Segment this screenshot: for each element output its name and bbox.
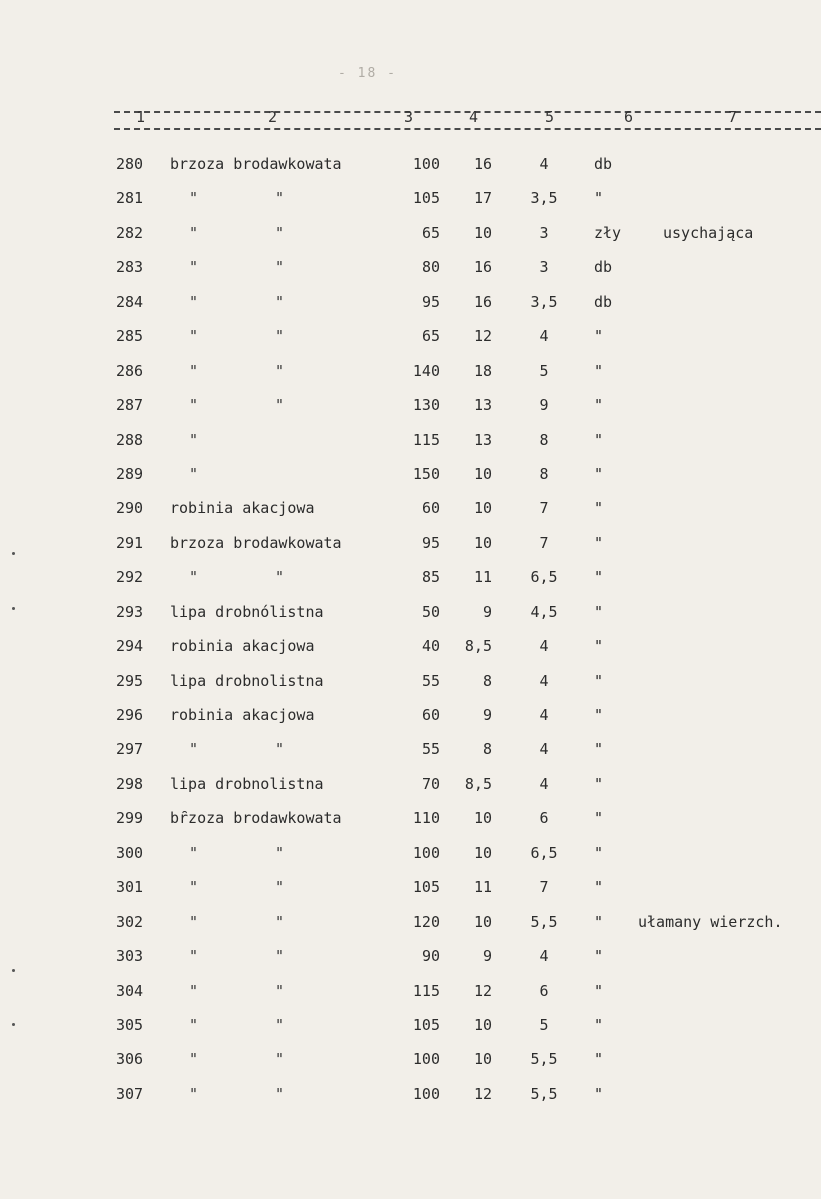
column-3-value: 85 [421,568,440,586]
column-6-value: " [594,1050,604,1068]
column-5-value: 4 [539,155,549,173]
column-4-value: 10 [473,224,492,242]
tree-number: 286 [116,362,144,380]
column-5-value: 5,5 [530,1050,558,1068]
table-row [0,740,821,760]
column-3-value: 140 [412,362,440,380]
tree-number: 300 [116,844,144,862]
tree-number: 294 [116,637,144,655]
table-row [0,327,821,347]
column-4-value: 16 [473,293,492,311]
ditto-mark: " [275,362,285,380]
table-row [0,155,821,175]
table-row [0,396,821,416]
ditto-mark: " [275,1085,285,1103]
column-5-value: 4,5 [530,603,558,621]
column-4-value: 17 [473,189,492,207]
page-number: - 18 - [338,66,397,81]
column-6-value: " [594,947,604,965]
ditto-mark: " [189,327,199,345]
column-3-value: 55 [421,672,440,690]
table-row [0,809,821,829]
tree-number: 306 [116,1050,144,1068]
column-5-value: 8 [539,465,549,483]
column-4-value: 12 [473,1085,492,1103]
column-4-value: 18 [473,362,492,380]
column-4-value: 11 [473,878,492,896]
column-6-value: " [594,913,604,931]
tree-number: 295 [116,672,144,690]
column-5-value: 4 [539,327,549,345]
ditto-mark: " [189,1085,199,1103]
table-row [0,878,821,898]
column-header-1: 1 [136,108,146,126]
column-3-value: 100 [412,844,440,862]
tree-number: 290 [116,499,144,517]
tree-number: 289 [116,465,144,483]
table-row [0,637,821,657]
tree-number: 302 [116,913,144,931]
column-header-4: 4 [469,108,479,126]
header-rule-top [114,111,821,113]
column-5-value: 7 [539,878,549,896]
margin-mark [12,607,15,610]
species-name: robinia akacjowa [170,637,315,655]
column-6-value: " [594,672,604,690]
table-row [0,224,821,244]
species-name: lipa drobnolistna [170,672,324,690]
column-6-value: " [594,982,604,1000]
ditto-mark: " [189,740,199,758]
column-6-value: " [594,844,604,862]
ditto-mark: " [275,844,285,862]
column-5-value: 4 [539,740,549,758]
column-4-value: 12 [473,982,492,1000]
column-4-value: 10 [473,465,492,483]
column-5-value: 5 [539,1016,549,1034]
margin-mark [12,552,15,555]
ditto-mark: " [275,189,285,207]
tree-number: 281 [116,189,144,207]
table-row [0,672,821,692]
table-row [0,465,821,485]
column-5-value: 4 [539,775,549,793]
column-4-value: 9 [482,603,492,621]
ditto-mark: " [189,431,199,449]
species-name: bȓzoza brodawkowata [170,809,342,827]
table-row [0,1050,821,1070]
table-row [0,534,821,554]
column-3-value: 50 [421,603,440,621]
column-6-value: db [594,258,613,276]
species-name: robinia akacjowa [170,706,315,724]
column-6-value: " [594,499,604,517]
table-row [0,947,821,967]
column-3-value: 115 [412,431,440,449]
column-3-value: 70 [421,775,440,793]
column-5-value: 5,5 [530,913,558,931]
column-4-value: 10 [473,499,492,517]
column-6-value: " [594,878,604,896]
column-5-value: 4 [539,637,549,655]
tree-number: 293 [116,603,144,621]
column-6-value: " [594,396,604,414]
ditto-mark: " [189,1016,199,1034]
ditto-mark: " [275,947,285,965]
tree-number: 282 [116,224,144,242]
table-row [0,706,821,726]
column-header-5: 5 [545,108,555,126]
column-4-value: 10 [473,844,492,862]
column-3-value: 40 [421,637,440,655]
ditto-mark: " [275,878,285,896]
column-5-value: 4 [539,706,549,724]
column-6-value: " [594,603,604,621]
column-4-value: 9 [482,706,492,724]
column-4-value: 8 [482,740,492,758]
column-5-value: 3 [539,224,549,242]
column-6-value: " [594,534,604,552]
column-3-value: 105 [412,878,440,896]
ditto-mark: " [275,258,285,276]
tree-number: 297 [116,740,144,758]
column-4-value: 8,5 [464,775,492,793]
column-5-value: 5 [539,362,549,380]
column-5-value: 6,5 [530,844,558,862]
species-name: lipa drobnólistna [170,603,324,621]
table-row [0,189,821,209]
column-3-value: 60 [421,499,440,517]
table-row [0,568,821,588]
column-5-value: 7 [539,534,549,552]
column-5-value: 5,5 [530,1085,558,1103]
ditto-mark: " [275,224,285,242]
column-6-value: " [594,431,604,449]
species-name: brzoza brodawkowata [170,155,342,173]
table-row [0,431,821,451]
column-6-value: " [594,809,604,827]
column-4-value: 12 [473,327,492,345]
column-6-value: " [594,1016,604,1034]
column-3-value: 130 [412,396,440,414]
header-rule-bottom [114,128,821,130]
column-6-value: zły [594,224,622,242]
column-5-value: 9 [539,396,549,414]
column-5-value: 4 [539,672,549,690]
column-3-value: 100 [412,1085,440,1103]
column-7-remark: ułamany wierzch. [638,913,783,931]
column-4-value: 16 [473,155,492,173]
ditto-mark: " [189,844,199,862]
column-3-value: 95 [421,293,440,311]
column-header-2: 2 [268,108,278,126]
table-row [0,499,821,519]
column-6-value: " [594,637,604,655]
species-name: robinia akacjowa [170,499,315,517]
column-3-value: 65 [421,224,440,242]
ditto-mark: " [275,913,285,931]
tree-number: 287 [116,396,144,414]
column-5-value: 8 [539,431,549,449]
column-4-value: 13 [473,431,492,449]
column-6-value: " [594,706,604,724]
ditto-mark: " [189,982,199,1000]
column-4-value: 10 [473,809,492,827]
column-3-value: 90 [421,947,440,965]
column-3-value: 55 [421,740,440,758]
ditto-mark: " [189,189,199,207]
table-row [0,603,821,623]
tree-number: 299 [116,809,144,827]
tree-number: 298 [116,775,144,793]
ditto-mark: " [275,982,285,1000]
ditto-mark: " [189,1050,199,1068]
column-3-value: 105 [412,189,440,207]
column-3-value: 80 [421,258,440,276]
column-4-value: 8,5 [464,637,492,655]
margin-mark [12,1023,15,1026]
column-6-value: " [594,327,604,345]
tree-number: 292 [116,568,144,586]
ditto-mark: " [275,1016,285,1034]
ditto-mark: " [189,224,199,242]
column-4-value: 10 [473,913,492,931]
margin-mark [12,969,15,972]
column-4-value: 10 [473,534,492,552]
column-4-value: 10 [473,1016,492,1034]
ditto-mark: " [189,913,199,931]
column-3-value: 95 [421,534,440,552]
tree-number: 284 [116,293,144,311]
ditto-mark: " [275,327,285,345]
column-3-value: 100 [412,155,440,173]
ditto-mark: " [189,258,199,276]
tree-number: 301 [116,878,144,896]
tree-number: 303 [116,947,144,965]
ditto-mark: " [275,293,285,311]
tree-number: 285 [116,327,144,345]
species-name: brzoza brodawkowata [170,534,342,552]
ditto-mark: " [275,396,285,414]
column-3-value: 120 [412,913,440,931]
ditto-mark: " [189,293,199,311]
ditto-mark: " [275,740,285,758]
column-6-value: " [594,465,604,483]
tree-number: 288 [116,431,144,449]
column-6-value: " [594,362,604,380]
table-row [0,362,821,382]
column-3-value: 100 [412,1050,440,1068]
column-4-value: 9 [482,947,492,965]
table-row [0,982,821,1002]
column-5-value: 6 [539,982,549,1000]
table-row [0,775,821,795]
table-row [0,1016,821,1036]
column-5-value: 7 [539,499,549,517]
column-5-value: 6 [539,809,549,827]
table-row [0,293,821,313]
tree-number: 291 [116,534,144,552]
column-5-value: 6,5 [530,568,558,586]
column-header-6: 6 [624,108,634,126]
tree-number: 280 [116,155,144,173]
tree-number: 296 [116,706,144,724]
column-header-3: 3 [404,108,414,126]
ditto-mark: " [275,1050,285,1068]
column-header-7: 7 [728,108,738,126]
column-3-value: 65 [421,327,440,345]
ditto-mark: " [189,396,199,414]
column-5-value: 3,5 [530,189,558,207]
table-row [0,1085,821,1105]
column-5-value: 3 [539,258,549,276]
column-6-value: db [594,155,613,173]
table-row [0,913,821,933]
ditto-mark: " [189,947,199,965]
tree-number: 305 [116,1016,144,1034]
column-4-value: 10 [473,1050,492,1068]
tree-number: 307 [116,1085,144,1103]
table-row [0,844,821,864]
column-3-value: 105 [412,1016,440,1034]
ditto-mark: " [189,568,199,586]
column-4-value: 13 [473,396,492,414]
species-name: lipa drobnolistna [170,775,324,793]
column-5-value: 3,5 [530,293,558,311]
table-row [0,258,821,278]
column-6-value: " [594,775,604,793]
column-7-remark: usychająca [663,224,754,242]
column-3-value: 115 [412,982,440,1000]
column-6-value: " [594,568,604,586]
column-4-value: 11 [473,568,492,586]
column-5-value: 4 [539,947,549,965]
tree-number: 304 [116,982,144,1000]
column-4-value: 16 [473,258,492,276]
column-3-value: 60 [421,706,440,724]
ditto-mark: " [189,878,199,896]
column-6-value: " [594,189,604,207]
column-6-value: db [594,293,613,311]
ditto-mark: " [189,362,199,380]
ditto-mark: " [189,465,199,483]
column-6-value: " [594,740,604,758]
column-4-value: 8 [482,672,492,690]
ditto-mark: " [275,568,285,586]
tree-number: 283 [116,258,144,276]
column-3-value: 150 [412,465,440,483]
column-6-value: " [594,1085,604,1103]
column-3-value: 110 [412,809,440,827]
